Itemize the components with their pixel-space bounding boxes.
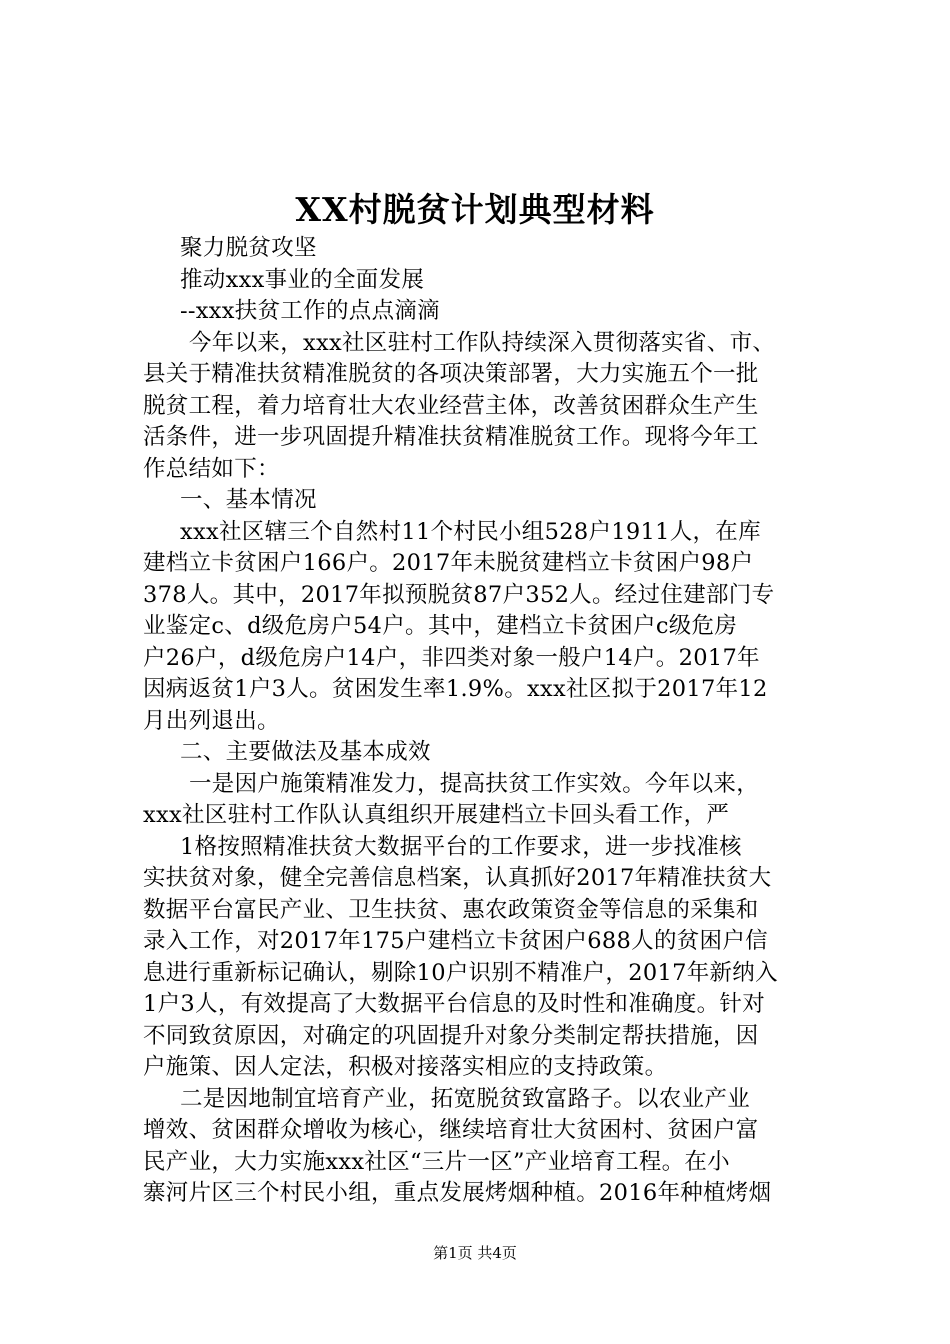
text-line: 息进行重新标记确认，剔除10户识别不精准户，2017年新纳入 xyxy=(143,959,778,986)
text-line: 寨河片区三个村民小组，重点发展烤烟种植。2016年种植烤烟 xyxy=(143,1180,772,1206)
text-line: 户施策、因人定法，积极对接落实相应的支持政策。 xyxy=(143,1054,668,1080)
text-line: 民产业，大力实施xxx社区“三片一区”产业培育工程。在小 xyxy=(143,1148,730,1175)
text-line: 一是因户施策精准发力，提高扶贫工作实效。今年以来， xyxy=(189,770,760,797)
text-line: 数据平台富民产业、卫生扶贫、惠农政策资金等信息的采集和 xyxy=(143,896,759,923)
text-line: 今年以来，xxx社区驻村工作队持续深入贯彻落实省、市、 xyxy=(189,329,776,356)
text-line: 活条件，进一步巩固提升精准扶贫精准脱贫工作。现将今年工 xyxy=(143,424,759,450)
document-title: XX村脱贫计划典型材料 xyxy=(295,190,655,229)
text-line: 录入工作，对2017年175户建档立卡贫困户688人的贫困户信 xyxy=(143,928,768,954)
text-line: 因病返贫1户3人。贫困发生率1.9%。xxx社区拟于2017年12 xyxy=(143,676,768,702)
text-line: 实扶贫对象，健全完善信息档案，认真抓好2017年精准扶贫大 xyxy=(143,865,772,891)
text-line: 聚力脱贫攻坚 xyxy=(180,235,317,261)
section-heading: 一、基本情况 xyxy=(180,487,317,513)
text-line: 增效、贫困群众增收为核心，继续培育壮大贫困村、贫困户富 xyxy=(143,1117,759,1143)
text-line: 推动xxx事业的全面发展 xyxy=(180,266,425,293)
document-body xyxy=(143,233,863,1210)
page-footer: 第1页 共4页 xyxy=(433,1244,517,1262)
text-line: 1户3人，有效提高了大数据平台信息的及时性和准确度。针对 xyxy=(143,991,766,1017)
section-heading: 二、主要做法及基本成效 xyxy=(180,739,431,765)
text-line: 二是因地制宜培育产业，拓宽脱贫致富路子。以农业产业 xyxy=(180,1085,751,1112)
text-line: 作总结如下： xyxy=(143,455,280,482)
text-line: 378人。其中，2017年拟预脱贫87户352人。经过住建部门专 xyxy=(143,581,775,608)
text-line: 业鉴定c、d级危房户54户。其中，建档立卡贫困户c级危房 xyxy=(143,613,738,639)
text-line: 月出列退出。 xyxy=(143,707,280,734)
text-line: --xxx扶贫工作的点点滴滴 xyxy=(180,298,440,324)
text-line: 1格按照精准扶贫大数据平台的工作要求，进一步找准核 xyxy=(180,833,742,860)
text-line: 建档立卡贫困户166户。2017年未脱贫建档立卡贫困户98户 xyxy=(143,550,754,576)
text-line: xxx社区辖三个自然村11个村民小组528户1911人，在库 xyxy=(180,518,761,545)
text-line: 脱贫工程，着力培育壮大农业经营主体，改善贫困群众生产生 xyxy=(143,392,759,419)
text-line: xxx社区驻村工作队认真组织开展建档立卡回头看工作，严 xyxy=(143,802,730,828)
text-line: 不同致贫原因，对确定的巩固提升对象分类制定帮扶措施，因 xyxy=(143,1022,759,1049)
text-line: 户26户，d级危房户14户，非四类对象一般户14户。2017年 xyxy=(143,644,760,671)
text-line: 县关于精准扶贫精准脱贫的各项决策部署，大力实施五个一批 xyxy=(143,361,759,387)
